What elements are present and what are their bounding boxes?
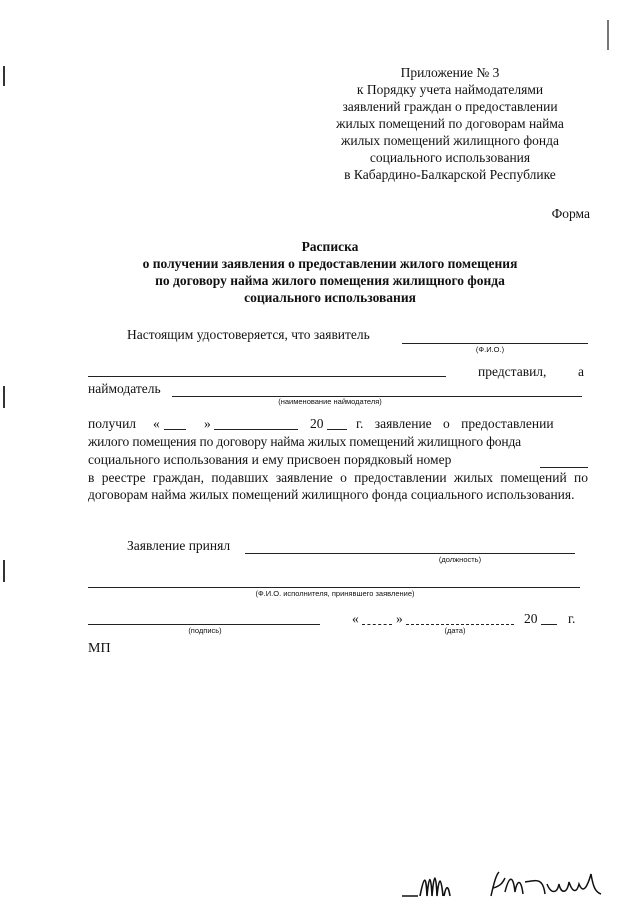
title-line: по договору найма жилого помещения жилищного фонда <box>155 273 505 288</box>
applicant-fio-continued-field[interactable] <box>88 376 446 377</box>
certify-text: Настоящим удостоверяется, что заявитель <box>127 327 370 342</box>
header-line: в Кабардино-Балкарской Республике <box>344 167 556 182</box>
year-suffix-text: г. заявление о предоставлении <box>356 416 554 431</box>
title-line: о получении заявления о предоставлении жилого помещения <box>142 256 518 271</box>
accept-day-field[interactable] <box>362 624 392 625</box>
handwritten-signature-right <box>487 868 607 900</box>
appendix-header <box>300 64 600 183</box>
position-caption: (должность) <box>438 555 482 564</box>
body-line-3: социального использования и ему присвоен порядковый номер <box>88 452 452 467</box>
executor-fio-field[interactable] <box>88 587 580 588</box>
presented-text: представил, <box>478 364 547 379</box>
body-line-2: жилого помещения по договору найма жилых помещений жилищного фонда <box>88 434 522 449</box>
date-caption: (дата) <box>444 626 466 635</box>
header-line: жилых помещений по договорам найма <box>336 116 564 131</box>
signature-field[interactable] <box>88 624 320 625</box>
header-line: социального использования <box>369 150 531 165</box>
document-title <box>110 238 550 306</box>
form-label: Форма <box>551 206 590 221</box>
accept-year-field[interactable] <box>541 624 557 625</box>
landlord-caption: (наименование наймодателя) <box>278 397 382 406</box>
signature-caption: (подпись) <box>188 626 222 635</box>
executor-caption: (Ф.И.О. исполнителя, принявшего заявление) <box>255 589 415 598</box>
date-quote-open: « <box>352 611 359 626</box>
accepted-by-label: Заявление принял <box>127 538 231 553</box>
stamp-place-label: МП <box>88 641 111 656</box>
title-line: Расписка <box>301 239 359 254</box>
quote-close: » <box>204 416 211 431</box>
margin-mark <box>3 386 5 408</box>
header-line: к Порядку учета наймодателями <box>356 82 544 97</box>
position-field[interactable] <box>245 553 575 554</box>
accept-month-field[interactable] <box>406 624 514 625</box>
quote-open: « <box>153 416 160 431</box>
registry-paragraph: в реестре граждан, подавших заявление о предоставлении жилых помещений по договорам найма жилых помещений жилищного фонда социального использования. <box>88 470 588 502</box>
title-line: социального использования <box>244 290 416 305</box>
received-year-field[interactable] <box>327 429 347 430</box>
received-month-field[interactable] <box>214 429 298 430</box>
header-line: жилых помещений жилищного фонда <box>341 133 559 148</box>
header-line: заявлений граждан о предоставлении <box>342 99 558 114</box>
received-label: получил <box>88 416 137 431</box>
registry-number-field[interactable] <box>540 467 588 468</box>
accept-year-prefix: 20 <box>524 611 538 626</box>
accept-year-suffix: г. <box>568 611 576 626</box>
margin-mark <box>3 560 5 582</box>
header-line: Приложение № 3 <box>400 65 500 80</box>
landlord-label: наймодатель <box>88 381 161 396</box>
received-day-field[interactable] <box>164 429 186 430</box>
margin-mark <box>3 66 5 86</box>
conjunction-a: а <box>578 364 584 379</box>
applicant-fio-field[interactable] <box>402 343 588 344</box>
year-prefix: 20 <box>310 416 324 431</box>
handwritten-signature-left <box>400 866 462 900</box>
margin-mark <box>607 20 609 50</box>
date-quote-close: » <box>396 611 403 626</box>
fio-caption: (Ф.И.О.) <box>475 345 505 354</box>
